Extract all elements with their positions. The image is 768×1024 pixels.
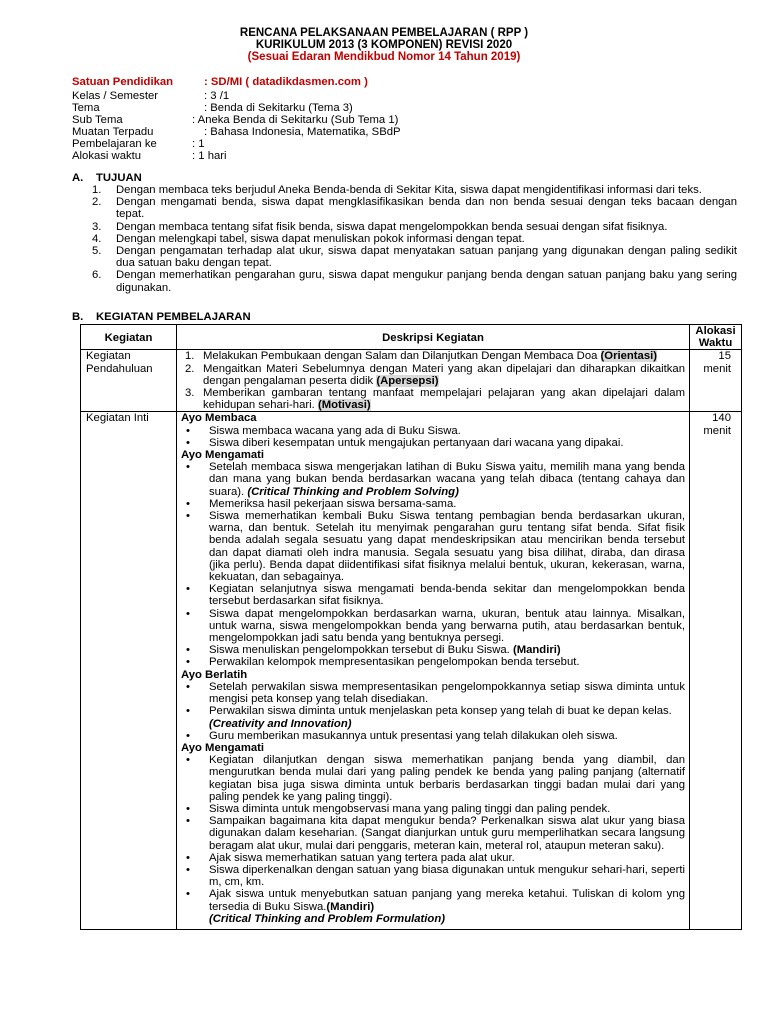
activity-label: Kegiatan Pendahuluan (81, 350, 177, 412)
list-item: • Kegiatan dilanjutkan dengan siswa memerhatikan panjang benda yang diambil, dan mengurutkan benda mulai dari yang paling pendek ke benda yang paling panjang (alternatif kegiatan bisa juga siswa diminta untuk berbaris berdasarkan tinggi badan mulai dari yang paling pendek ke yang paling tinggi). (186, 754, 685, 803)
list-item: • Siswa diperkenalkan dengan satuan yang biasa digunakan untuk mengukur sehari-hari, seperti m, cm, km. (186, 863, 685, 889)
list-item: • Perwakilan kelompok mempresentasikan pengelompokan benda tersebut. (186, 656, 580, 669)
table-row-pendahuluan (81, 350, 742, 412)
col-header-kegiatan: Kegiatan (81, 325, 177, 350)
skill-tag: (Creativity and Innovation) (209, 717, 352, 730)
curriculum-subtitle: KURIKULUM 2013 (3 KOMPONEN) REVISI 2020 (255, 39, 513, 51)
list-item: • Siswa dapat mengelompokkan berdasarkan warna, ukuran, bentuk atau lainnya. Misalkan, untuk warna, siswa mengelompokkan benda yang berwarna putih, atau berdasarkan bentuk, mengelompokkan jadi satu benda yang bentuknya persegi. (186, 607, 685, 645)
section-number: A. (72, 172, 84, 184)
objective-item: 6. Dengan memerhatikan pengarahan guru, siswa dapat mengukur panjang benda dengan satuan panjang baku yang sering digunakan. (92, 269, 737, 294)
identity-value: : Benda di Sekitarku (Tema 3) (204, 102, 353, 114)
list-item: • Kegiatan selanjutnya siswa mengamati benda-benda sekitar dan mengelompokkan benda tersebut berdasarkan sifat fisiknya. (186, 583, 685, 608)
activity-label: Kegiatan Inti (81, 412, 177, 930)
identity-label: Muatan Terpadu (72, 126, 154, 138)
subsection-title: Ayo Mengamati (181, 741, 265, 754)
list-item: • Perwakilan siswa diminta untuk menjelaskan peta konsep yang telah di buat ke depan kelas. (Creativity and Innovation) (186, 705, 672, 730)
phase-tag: (Orientasi) (600, 350, 658, 363)
list-item: 3. Memberikan gambaran tentang manfaat mempelajari pelajaran yang akan dipelajari dalam kehidupan sehari-hari. (Motivasi) (185, 387, 685, 412)
col-header-alokasi: Alokasi Waktu (690, 325, 742, 350)
subsection-title: Ayo Membaca (181, 412, 257, 425)
list-item: • Siswa membaca wacana yang ada di Buku Siswa. (186, 424, 461, 437)
document-title: RENCANA PELAKSANAAN PEMBELAJARAN ( RPP ) (239, 27, 529, 39)
list-item: • Guru memberikan masukannya untuk presentasi yang telah dilakukan oleh siswa. (186, 729, 618, 742)
identity-value: : 3 /1 (204, 90, 230, 102)
time-allocation: 15 menit (690, 350, 742, 412)
section-a-heading (72, 172, 142, 184)
skill-tag: (Mandiri) (512, 644, 561, 657)
list-item: • Ajak siswa untuk menyebutkan satuan panjang yang mereka ketahui. Tuliskan di kolom yng tersedia di Buku Siswa.(Mandiri) (Critical Thinking and Problem Formulation) (186, 888, 685, 925)
identity-value: : Bahasa Indonesia, Matematika, SBdP (204, 126, 401, 138)
table-header-row (81, 325, 742, 350)
identity-value: : SD/MI ( datadikdasmen.com ) (204, 76, 368, 88)
identity-value: : 1 (192, 138, 205, 150)
col-header-deskripsi: Deskripsi Kegiatan (177, 325, 690, 350)
section-b-heading (72, 311, 251, 323)
list-item: • Setelah membaca siswa mengerjakan latihan di Buku Siswa yaitu, memilih mana yang benda dan mana yang bukan benda berdasarkan wacana yang telah dibaca (tentang cahaya dan suara). (Critical Thinking and Problem Solving) (186, 461, 685, 498)
identity-label: Satuan Pendidikan (72, 76, 174, 88)
list-item: • Ajak siswa memerhatikan satuan yang tertera pada alat ukur. (186, 851, 515, 864)
activity-table (80, 324, 742, 930)
list-item: 1. Melakukan Pembukaan dengan Salam dan Dilanjutkan Dengan Membaca Doa (Orientasi) (185, 350, 658, 363)
regulation-note: (Sesuai Edaran Mendikbud Nomor 14 Tahun 2019) (247, 51, 521, 63)
activity-description (177, 412, 690, 930)
identity-value: : 1 hari (192, 150, 227, 162)
subsection-title: Ayo Berlatih (181, 668, 248, 681)
table-row-inti (81, 412, 742, 930)
list-item: • Sampaikan bagaimana kita dapat mengukur benda? Perkenalkan siswa alat ukur yang biasa digunakan dalam keseharian. (Sangat dianjurkan untuk guru memperlihatkan secara langsung beragam alat ukur, mulai dari penggaris, meteran kain, meteral rol, ataupun meteran saku). (186, 815, 685, 852)
phase-tag: (Apersepsi) (376, 374, 439, 387)
identity-label: Sub Tema (72, 114, 123, 126)
skill-tag: (Critical Thinking and Problem Formulation) (209, 912, 445, 925)
identity-label: Alokasi waktu (72, 150, 142, 162)
list-item: • Siswa diminta untuk mengobservasi mana yang paling tinggi dan paling pendek. (186, 802, 611, 815)
activity-description (177, 350, 690, 412)
identity-label: Tema (72, 102, 100, 114)
list-item: • Memeriksa hasil pekerjaan siswa bersama-sama. (186, 497, 457, 510)
objective-item: 2. Dengan mengamati benda, siswa dapat mengklasifikasikan benda dan non benda sesuai dengan teks bacaan dengan tepat. (92, 196, 737, 221)
objectives-list (92, 184, 737, 294)
list-item: • Siswa diberi kesempatan untuk mengajukan pertanyaan dari wacana yang dipakai. (186, 436, 624, 449)
list-item: 2. Mengaitkan Materi Sebelumnya dengan Materi yang akan dipelajari dan diharapkan dikaitkan dengan pengalaman peserta didik (Apersepsi) (185, 362, 685, 387)
section-title: TUJUAN (96, 172, 142, 184)
identity-value: : Aneka Benda di Sekitarku (Sub Tema 1) (192, 114, 399, 126)
skill-tag: (Mandiri) (326, 900, 375, 913)
time-allocation: 140 menit (690, 412, 742, 930)
section-number: B. (72, 311, 84, 323)
identity-label: Kelas / Semester (72, 90, 159, 102)
objective-item: 4. Dengan melengkapi tabel, siswa dapat menuliskan pokok informasi dengan tepat. (92, 232, 525, 245)
phase-tag: (Motivasi) (317, 399, 371, 412)
section-title: KEGIATAN PEMBELAJARAN (96, 311, 251, 323)
objective-item: 3. Dengan membaca tentang sifat fisik benda, siswa dapat mengelompokkan benda sesuai dengan sifat fisiknya. (92, 220, 668, 233)
objective-item: 5. Dengan pengamatan terhadap alat ukur, siswa dapat menyatakan satuan panjang yang digunakan dengan paling sedikit dua satuan baku dengan tepat. (92, 245, 737, 270)
objective-item: 1. Dengan membaca teks berjudul Aneka Benda-benda di Sekitar Kita, siswa dapat mengidentifikasi informasi dari teks. (92, 184, 702, 196)
list-item: • Setelah perwakilan siswa mempresentasikan pengelompokkannya setiap siswa diminta untuk mengisi peta konsep yang telah disediakan. (186, 680, 685, 706)
skill-tag: (Critical Thinking and Problem Solving) (247, 485, 459, 498)
list-item: • Siswa memerhatikan kembali Buku Siswa tentang pembagian benda berdasarkan ukuran, warna, dan bentuk. Setelah itu menyimak pengarahan guru tentang sifat benda. Sifat fisik benda adalah segala sesuatu yang dapat mendeskripsikan atau mencirikan benda tersebut dan dapat diamati oleh indra manusia. Segala sesuatu yang bisa dilihat, diraba, dan dirasa (jika perlu). Benda dapat diidentifikasi sifat fisiknya melalui bentuk, ukuran, kekerasan, warna, kekuatan, dan sebagainya. (186, 510, 685, 584)
list-item: • Siswa menuliskan pengelompokkan tersebut di Buku Siswa. (Mandiri) (186, 644, 561, 657)
identity-label: Pembelajaran ke (72, 138, 157, 150)
subsection-title: Ayo Mengamati (181, 449, 265, 462)
